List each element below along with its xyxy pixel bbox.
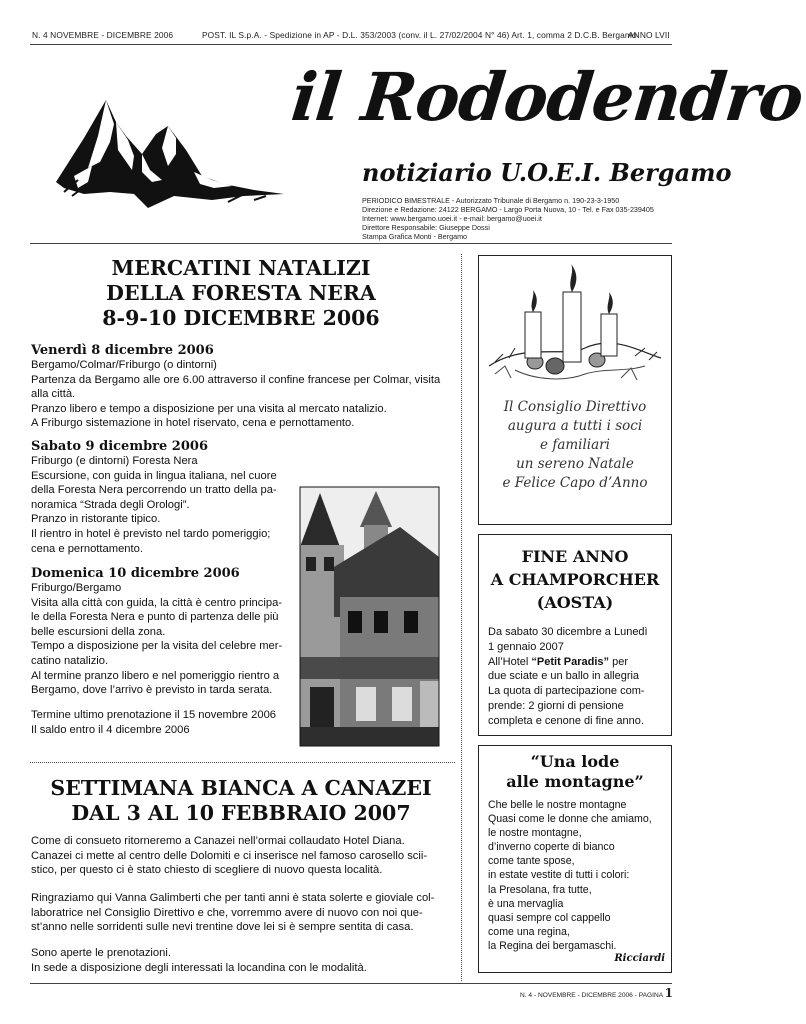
body-line: Friburgo/Bergamo xyxy=(31,582,122,594)
body-line: Pranzo in ristorante tipico. xyxy=(31,513,161,526)
body-line: noramica “Strada degli Orologi”. xyxy=(31,498,190,511)
page-number: 1 xyxy=(664,986,673,1000)
champorcher-title-line: A CHAMPORCHER xyxy=(490,570,660,589)
greeting-line: e familiari xyxy=(540,437,610,453)
article1-title-line: MERCATINI NATALIZI xyxy=(111,256,371,280)
body-line: le della Foresta Nera e punto di partenza delle più xyxy=(31,611,279,624)
body-line: Visita alla città con guida, la città è centro principa- xyxy=(31,596,283,609)
body-line: La quota di partecipazione com- xyxy=(488,685,645,698)
day3-body xyxy=(31,581,282,698)
greeting-text xyxy=(479,398,671,493)
hotel-suffix: per xyxy=(609,655,629,668)
body-line: cena e pernottamento. xyxy=(31,542,143,555)
body-line: Come di consueto ritorneremo a Canazei nell’ormai collaudato Hotel Diana. xyxy=(31,835,405,847)
day2-body xyxy=(31,454,277,556)
mountain-logo xyxy=(44,96,294,208)
greeting-line: augura a tutti i soci xyxy=(507,418,643,434)
body-line: Il rientro in hotel è previsto nel tardo pomeriggio; xyxy=(31,527,271,540)
imprint-line: Direzione e Redazione: 24122 BERGAMO - Largo Porta Nuova, 10 - Tel. e Fax 035-239405 xyxy=(362,205,654,214)
poem-box xyxy=(478,745,672,973)
body-line: laboratrice nel Consiglio Direttivo e che, vorremmo avere di nuovo con noi que- xyxy=(31,906,423,919)
poem-line: le nostre montagne, xyxy=(488,827,582,840)
article2-para2 xyxy=(31,891,434,935)
body-line: Il saldo entro il 4 dicembre 2006 xyxy=(31,723,190,736)
body-line: catino natalizio. xyxy=(31,654,109,667)
postal-info: POST. IL S.p.A. - Spedizione in AP - D.L. 353/2003 (conv. il L. 27/02/2004 N° 46) Art. 1, comma 2 D.C.B. Bergamo xyxy=(202,30,637,40)
greeting-box xyxy=(478,255,672,525)
champorcher-title xyxy=(479,545,671,614)
day1-body xyxy=(31,358,440,431)
poem-title xyxy=(479,752,671,792)
body-line: Ringraziamo qui Vanna Galimberti che per tanti anni è stata solerte e gioviale col- xyxy=(31,892,435,904)
imprint xyxy=(362,196,654,241)
article1-closing xyxy=(31,708,276,737)
body-line: Da sabato 30 dicembre a Lunedì xyxy=(488,626,648,638)
poem-line: la Regina dei bergamaschi. xyxy=(488,939,617,952)
header-rule xyxy=(30,44,672,45)
candles-illustration xyxy=(485,262,665,394)
body-line: completa e cenone di fine anno. xyxy=(488,714,644,727)
poem-title-line: “Una lode xyxy=(530,752,620,771)
day2-heading: Sabato 9 dicembre 2006 xyxy=(31,439,208,454)
greeting-line: e Felice Capo d’Anno xyxy=(502,475,648,491)
poem-line: è una mervaglia xyxy=(488,897,564,910)
article2-title xyxy=(32,776,450,826)
town-photo xyxy=(300,487,439,746)
article2-para1 xyxy=(31,834,427,878)
poem-line: Che belle le nostre montagne xyxy=(488,799,627,811)
poem-line: la Presolana, fra tutte, xyxy=(488,883,592,896)
masthead-subtitle: notiziario U.O.E.I. Bergamo xyxy=(362,158,732,187)
poem-line: come una regina, xyxy=(488,925,570,938)
body-line: A Friburgo sistemazione in hotel riservato, cena e pernottamento. xyxy=(31,417,355,430)
body-line: stico, per questo ci è stato chiesto di scegliere di nuovo questa località. xyxy=(31,864,383,877)
footer xyxy=(520,986,673,1000)
poem-title-line: alle montagne” xyxy=(506,772,644,791)
body-line: Sono aperte le prenotazioni. xyxy=(31,947,171,959)
body-line: Escursione, con guida in lingua italiana, nel cuore xyxy=(31,469,277,482)
day1-heading: Venerdì 8 dicembre 2006 xyxy=(31,343,214,358)
year-label: ANNO LVII xyxy=(628,30,670,40)
footer-rule xyxy=(30,983,672,984)
article1-title-line: DELLA FORESTA NERA xyxy=(106,281,376,305)
body-line xyxy=(488,655,648,670)
masthead-title: il Rododendro xyxy=(287,58,806,136)
poem-body xyxy=(488,798,652,953)
body-line: alla città. xyxy=(31,388,76,401)
imprint-line: Direttore Responsabile: Giuseppe Dossi xyxy=(362,223,490,232)
poem-line: in estate vestite di tutti i colori: xyxy=(488,869,630,882)
article2-para3 xyxy=(31,946,367,975)
body-line: Bergamo, dove l’arrivo è previsto in tarda serata. xyxy=(31,684,273,697)
champorcher-title-line: (AOSTA) xyxy=(536,593,614,612)
article2-title-line: DAL 3 AL 10 FEBBRAIO 2007 xyxy=(71,801,411,825)
body-line: 1 gennaio 2007 xyxy=(488,640,564,653)
body-line: prende: 2 giorni di pensione xyxy=(488,699,624,712)
body-line: Partenza da Bergamo alle ore 6.00 attraverso il confine francese per Colmar, visita xyxy=(31,373,441,386)
day3-heading: Domenica 10 dicembre 2006 xyxy=(31,566,240,581)
footer-text: N. 4 - NOVEMBRE - DICEMBRE 2006 - PAGINA xyxy=(520,992,663,999)
column-divider xyxy=(461,254,462,981)
body-line: belle escursioni della zona. xyxy=(31,625,166,638)
champorcher-title-line: FINE ANNO xyxy=(521,547,629,566)
body-line: Pranzo libero e tempo a disposizione per una visita al mercato natalizio. xyxy=(31,402,387,415)
body-line: Canazei ci mette al centro delle Dolomiti e ci inserisce nel famoso carosello scii- xyxy=(31,849,428,862)
body-line: Al termine pranzo libero e nel pomeriggio rientro a xyxy=(31,669,280,682)
poem-line: quasi sempre col cappello xyxy=(488,911,611,924)
hotel-prefix: All’Hotel xyxy=(488,655,532,668)
poem-line: come tante spose, xyxy=(488,855,575,868)
body-line: Bergamo/Colmar/Friburgo (o dintorni) xyxy=(31,359,217,371)
masthead-rule xyxy=(30,243,672,244)
body-line: Friburgo (e dintorni) Foresta Nera xyxy=(31,455,198,467)
issue-label: N. 4 NOVEMBRE - DICEMBRE 2006 xyxy=(32,30,174,40)
imprint-line: PERIODICO BIMESTRALE - Autorizzato Tribunale di Bergamo n. 190-23-3-1950 xyxy=(362,196,620,205)
champorcher-body xyxy=(488,625,648,729)
article1-title-line: 8-9-10 DICEMBRE 2006 xyxy=(102,306,380,330)
poem-author: Ricciardi xyxy=(614,953,665,964)
body-line: In sede a disposizione degli interessati la locandina con le modalità. xyxy=(31,961,367,974)
champorcher-box xyxy=(478,534,672,736)
imprint-line: Stampa Grafica Monti - Bergamo xyxy=(362,232,468,241)
body-line: Termine ultimo prenotazione il 15 novembre 2006 xyxy=(31,709,277,721)
poem-line: d’inverno coperte di bianco xyxy=(488,841,615,854)
greeting-line: un sereno Natale xyxy=(516,456,634,472)
imprint-line: Internet: www.bergamo.uoei.it - e-mail: bergamo@uoei.it xyxy=(362,214,542,223)
article1-title xyxy=(32,256,450,331)
poem-line: Quasi come le donne che amiamo, xyxy=(488,813,652,826)
body-line: st’anno nelle sorridenti sulle nevi trentine dove lei si è sempre sentita di casa. xyxy=(31,921,414,934)
hotel-name: “Petit Paradis” xyxy=(531,655,610,668)
body-line: della Foresta Nera percorrendo un tratto della pa- xyxy=(31,484,277,497)
article-divider xyxy=(30,762,455,763)
body-line: due sciate e un ballo in allegria xyxy=(488,670,640,683)
greeting-line: Il Consiglio Direttivo xyxy=(503,399,647,415)
body-line: Tempo a disposizione per la visita del celebre mer- xyxy=(31,640,283,653)
article2-title-line: SETTIMANA BIANCA A CANAZEI xyxy=(50,776,432,800)
